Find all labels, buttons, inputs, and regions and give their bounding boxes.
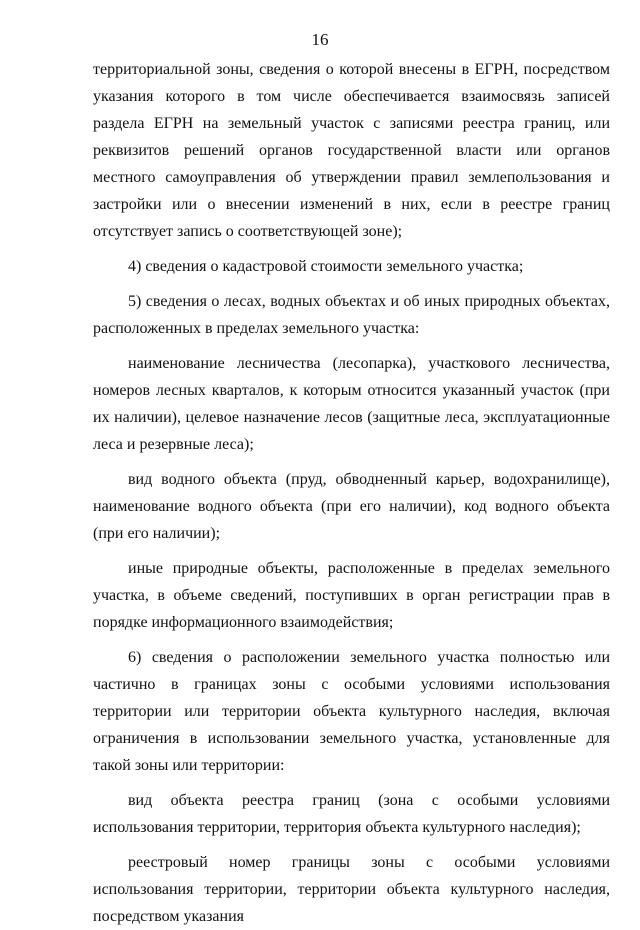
paragraph-forests: наименование лесничества (лесопарка), участкового лесничества, номеров лесных кварталов, к которым относится указанный участок (при их наличии), целевое назначение лесов (защитные леса, эксплуатационные леса и резервные леса); [93,355,610,453]
document-body [93,56,610,930]
paragraph-border-registry-type: вид объекта реестра границ (зона с особыми условиями использования территории, территория объекта культурного наследия); [93,792,610,836]
paragraph-item-6: 6) сведения о расположении земельного участка полностью или частично в границах зоны с особыми условиями использования территории или территории объекта культурного наследия, включая ограничения в использовании земельного участка, установленные для такой зоны или территории: [93,649,610,774]
paragraph-item-5: 5) сведения о лесах, водных объектах и об иных природных объектах, расположенных в пределах земельного участка: [93,293,610,337]
paragraph-water-objects: вид водного объекта (пруд, обводненный карьер, водохранилище), наименование водного объекта (при его наличии), код водного объекта (при его наличии); [93,471,610,542]
paragraph-other-natural-objects: иные природные объекты, расположенные в пределах земельного участка, в объеме сведений, поступивших в орган регистрации прав в порядке информационного взаимодействия; [93,560,610,631]
paragraph-continuation: территориальной зоны, сведения о которой внесены в ЕГРН, посредством указания которого в том числе обеспечивается взаимосвязь записей раздела ЕГРН на земельный участок с записями реестра границ, или реквизитов решений органов государственной власти или органов местного самоуправления об утверждении правил землепользования и застройки или о внесении изменений в них, если в реестре границ отсутствует запись о соответствующей зоне); [93,61,610,240]
page-number: 16 [311,30,329,49]
paragraph-item-4: 4) сведения о кадастровой стоимости земельного участка; [128,258,524,275]
paragraph-registry-number: реестровый номер границы зоны с особыми условиями использования территории, территории объекта культурного наследия, посредством указания [93,854,610,925]
